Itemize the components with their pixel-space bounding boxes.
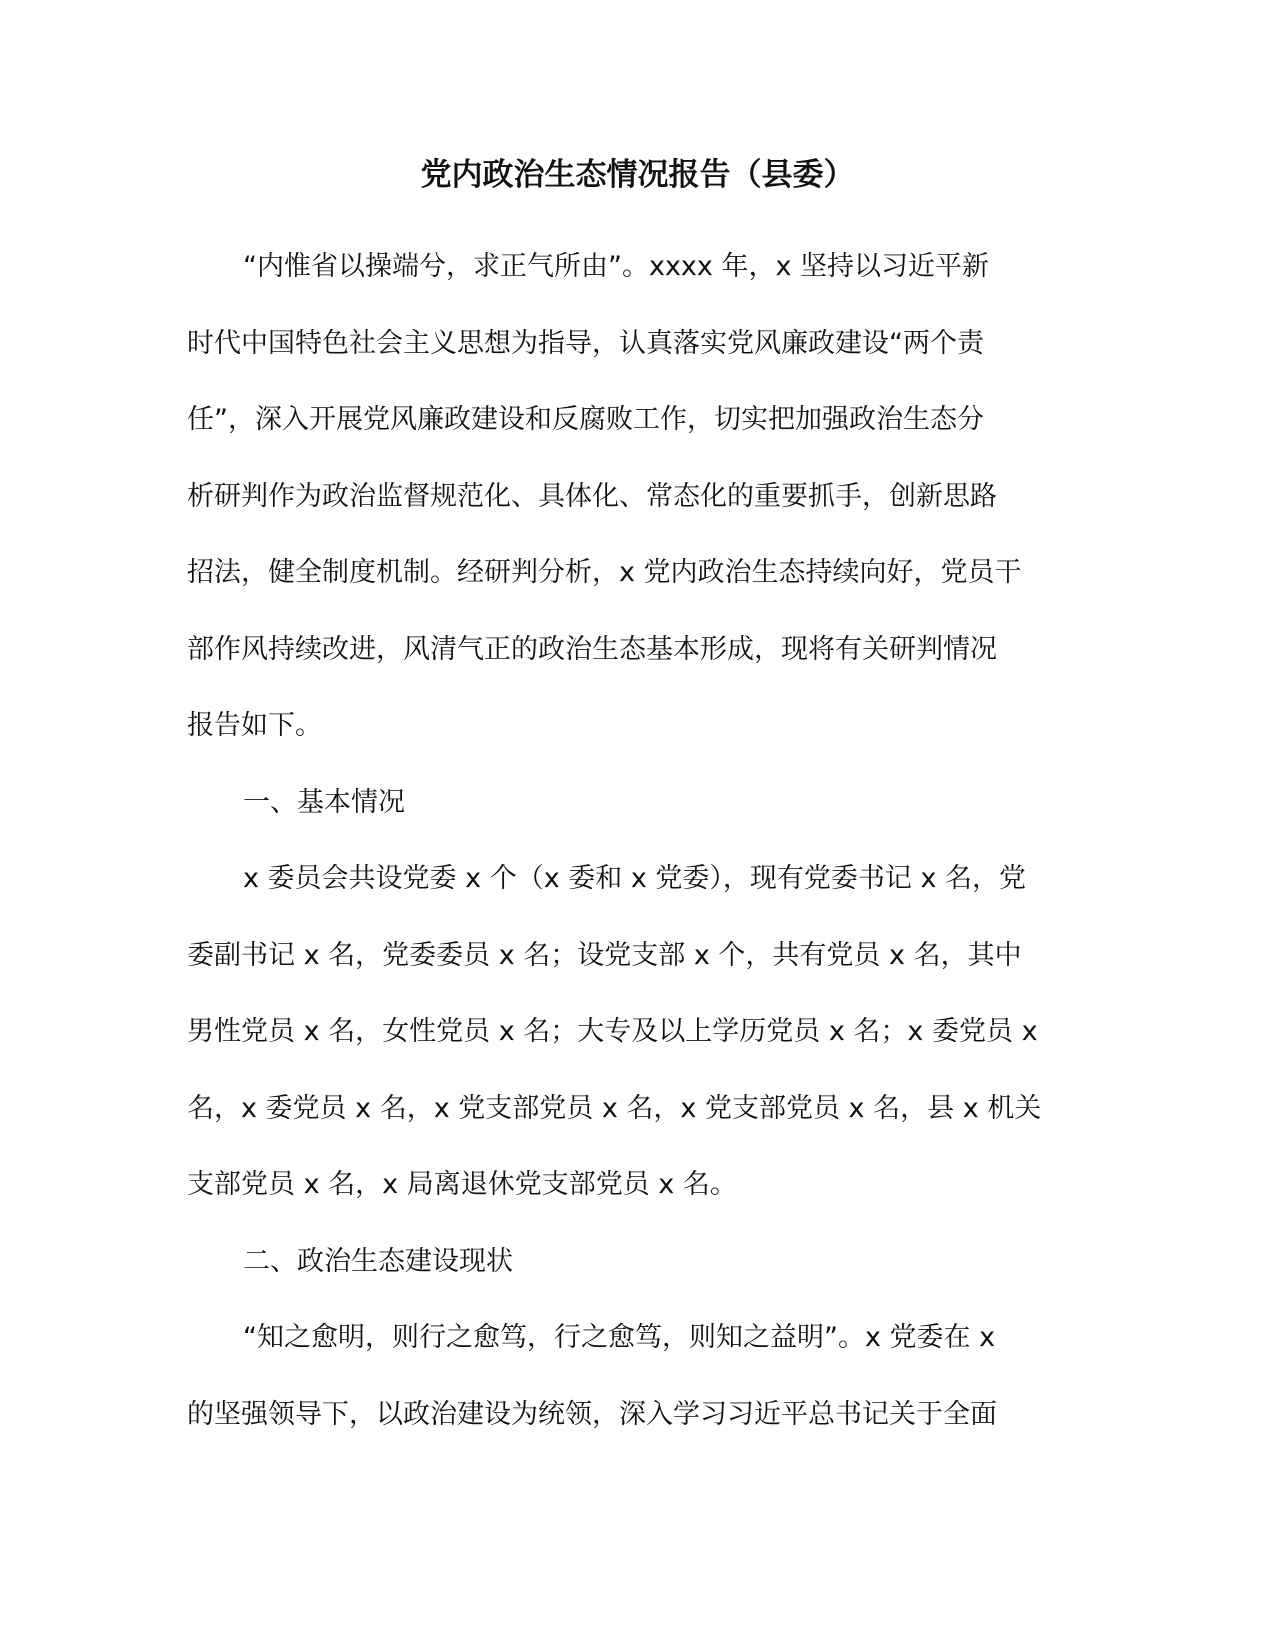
paragraph-line: 报告如下。	[187, 710, 322, 741]
paragraph-line: 男性党员 x 名，女性党员 x 名；大专及以上学历党员 x 名；x 委党员 x	[187, 1016, 1038, 1047]
paragraph-line: 部作风持续改进，风清气正的政治生态基本形成，现将有关研判情况	[187, 633, 997, 665]
paragraph-line: “知之愈明，则行之愈笃，行之愈笃，则知之益明”。x 党委在 x	[243, 1322, 996, 1353]
paragraph-line: “内惟省以操端兮，求正气所由”。xxxx 年，x 坚持以习近平新	[243, 251, 990, 282]
paragraph-line: 时代中国特色社会主义思想为指导，认真落实党风廉政建设“两个责	[187, 327, 984, 359]
paragraph-line: 的坚强领导下，以政治建设为统领，深入学习习近平总书记关于全面	[187, 1398, 997, 1430]
paragraph-line: 名，x 委党员 x 名，x 党支部党员 x 名，x 党支部党员 x 名，县 x 机关	[187, 1092, 1042, 1124]
section-heading: 一、基本情况	[243, 786, 405, 818]
paragraph-line: 支部党员 x 名，x 局离退休党支部党员 x 名。	[187, 1169, 737, 1200]
paragraph-line: 任”，深入开展党风廉政建设和反腐败工作，切实把加强政治生态分	[187, 404, 984, 435]
paragraph-line: 析研判作为政治监督规范化、具体化、常态化的重要抓手，创新思路	[187, 480, 997, 512]
paragraph-line: 委副书记 x 名，党委委员 x 名；设党支部 x 个，共有党员 x 名，其中	[187, 939, 1022, 971]
section-heading: 二、政治生态建设现状	[243, 1245, 513, 1277]
document-title: 党内政治生态情况报告（县委）	[420, 157, 855, 193]
paragraph-line: x 委员会共设党委 x 个（x 委和 x 党委），现有党委书记 x 名，党	[243, 863, 1027, 894]
document-body	[187, 229, 1087, 1453]
paragraph-line: 招法，健全制度机制。经研判分析，x 党内政治生态持续向好，党员干	[187, 557, 1022, 588]
